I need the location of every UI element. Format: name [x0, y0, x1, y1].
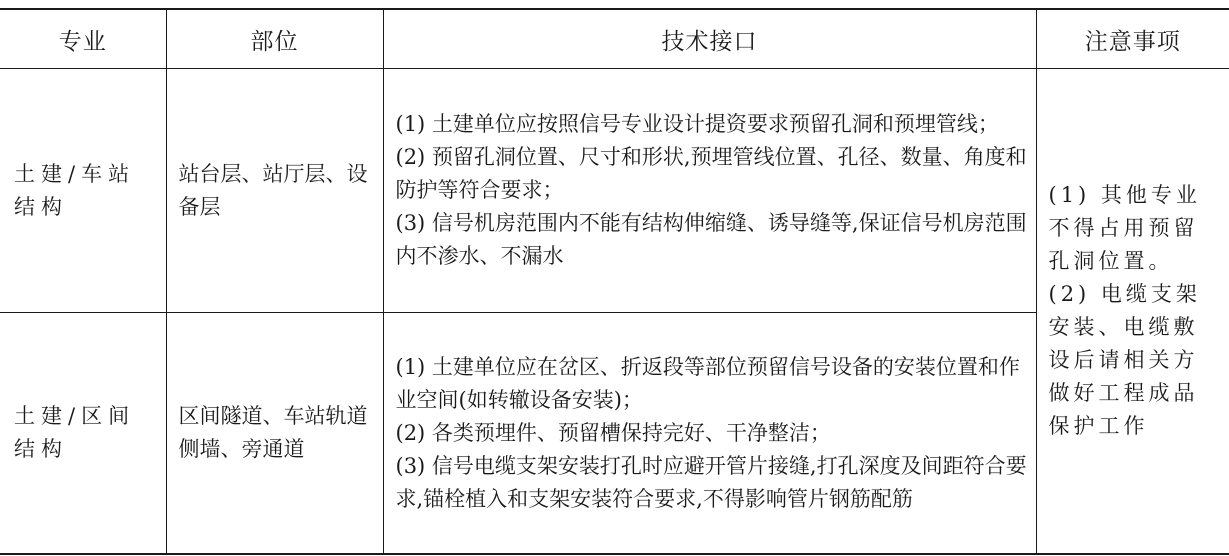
row-interface-cell: [383, 69, 1036, 313]
row-part-cell: 区间隧道、车站轨道侧墙、旁通道: [166, 313, 383, 555]
signal-interface-table: [0, 8, 1229, 555]
interface-item: (2) 各类预埋件、预留槽保持完好、干净整洁；: [395, 420, 831, 445]
row-major-cell: 土建/区间结构: [0, 313, 166, 555]
note-item: (2) 电缆支架安装、电缆敷设后请相关方做好工程成品保护工作: [1048, 282, 1201, 438]
header-part: 部位: [166, 9, 383, 69]
table-row: [0, 69, 1229, 313]
row-interface-cell: [383, 313, 1036, 555]
interface-item: (1) 土建单位应按照信号专业设计提资要求预留孔洞和预埋管线；: [395, 112, 999, 136]
row-part-cell: 站台层、站厅层、设备层: [166, 69, 383, 313]
interface-item: (3) 信号电缆支架安装打孔时应避开管片接缝,打孔深度及间距符合要求,锚栓植入和支架安装符合要求,不得影响管片钢筋配筋: [395, 453, 1027, 511]
note-item: (1) 其他专业不得占用预留孔洞位置。: [1048, 183, 1201, 273]
interface-item: (2) 预留孔洞位置、尺寸和形状,预埋管线位置、孔径、数量、角度和防护等符合要求；: [395, 145, 1027, 202]
header-notes: 注意事项: [1036, 9, 1229, 69]
header-major: 专业: [0, 9, 166, 69]
table-header-row: [0, 9, 1229, 69]
interface-item: (3) 信号机房范围内不能有结构伸缩缝、诱导缝等,保证信号机房范围内不渗水、不漏水: [395, 211, 1027, 268]
header-interface: 技术接口: [383, 9, 1036, 69]
row-major-cell: 土建/车站结构: [0, 69, 166, 313]
interface-item: (1) 土建单位应在岔区、折返段等部位预留信号设备的安装位置和作业空间(如转辙设备安装)；: [395, 354, 1020, 412]
notes-cell: [1036, 69, 1229, 555]
